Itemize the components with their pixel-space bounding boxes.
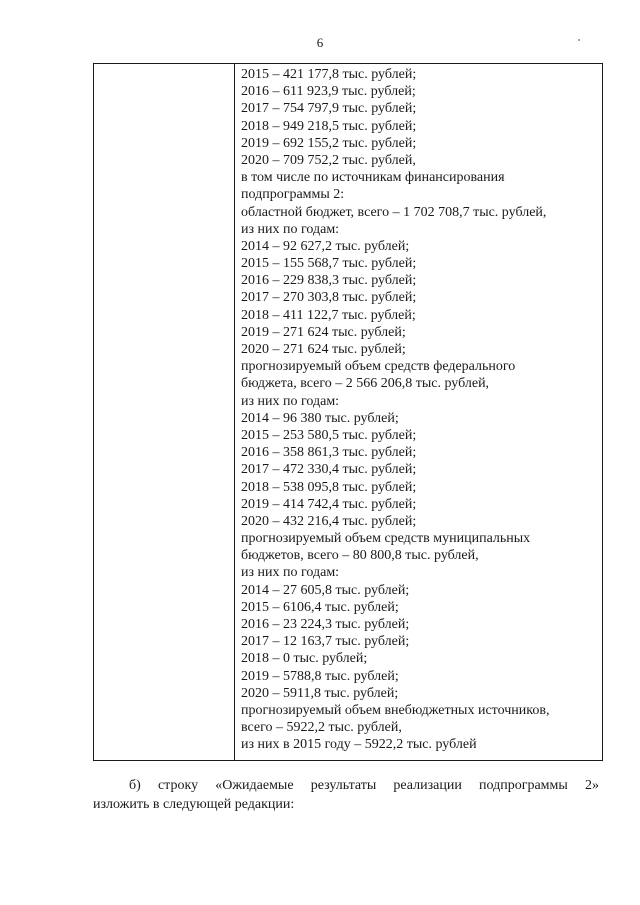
funding-line: прогнозируемый объем средств федерального (241, 359, 516, 375)
funding-line: прогнозируемый объем внебюджетных источников, (241, 702, 550, 718)
funding-line: 2016 – 358 861,3 тыс. рублей; (241, 445, 417, 461)
funding-line: 2016 – 611 923,9 тыс. рублей; (241, 84, 416, 100)
funding-line: 2018 – 538 095,8 тыс. рублей; (241, 479, 417, 495)
funding-line: 2019 – 271 624 тыс. рублей; (241, 324, 406, 340)
funding-line: 2017 – 270 303,8 тыс. рублей; (241, 290, 417, 306)
funding-line: 2016 – 23 224,3 тыс. рублей; (241, 617, 410, 632)
funding-line: 2014 – 96 380 тыс. рублей; (241, 410, 399, 426)
funding-line: 2020 – 709 752,2 тыс. рублей, (241, 152, 416, 168)
funding-line: 2016 – 229 838,3 тыс. рублей; (241, 273, 417, 289)
instruction-paragraph (93, 776, 599, 814)
funding-line: 2020 – 432 216,4 тыс. рублей; (241, 513, 417, 529)
funding-table (93, 63, 603, 761)
funding-line: 2018 – 949 218,5 тыс. рублей; (241, 118, 417, 134)
funding-line: 2017 – 472 330,4 тыс. рублей; (241, 462, 417, 478)
paragraph-line: изложить в следующей редакции: (93, 797, 295, 812)
funding-line: 2015 – 421 177,8 тыс. рублей; (241, 67, 417, 82)
funding-line: всего – 5922,2 тыс. рублей, (241, 720, 402, 736)
funding-line: из них по годам: (241, 565, 340, 581)
funding-line: 2017 – 754 797,9 тыс. рублей; (241, 101, 417, 117)
funding-line: бюджетов, всего – 80 800,8 тыс. рублей, (241, 548, 479, 564)
funding-line: 2020 – 271 624 тыс. рублей; (241, 342, 406, 357)
funding-line: бюджета, всего – 2 566 206,8 тыс. рублей, (241, 376, 490, 392)
funding-line: 2014 – 27 605,8 тыс. рублей; (241, 582, 410, 598)
funding-line: в том числе по источникам финансирования (241, 170, 505, 186)
funding-line: из них по годам: (241, 393, 340, 409)
funding-line: 2015 – 6106,4 тыс. рублей; (241, 599, 399, 615)
funding-line: 2019 – 5788,8 тыс. рублей; (241, 668, 399, 684)
funding-line: из них в 2015 году – 5922,2 тыс. рублей (241, 737, 477, 753)
funding-details-cell (241, 64, 594, 754)
funding-line: 2014 – 92 627,2 тыс. рублей; (241, 238, 410, 254)
funding-line: 2019 – 692 155,2 тыс. рублей; (241, 135, 417, 151)
funding-line: подпрограммы 2: (241, 187, 345, 203)
funding-line: 2015 – 155 568,7 тыс. рублей; (241, 256, 417, 272)
funding-line: областной бюджет, всего – 1 702 708,7 тыс. рублей, (241, 204, 547, 220)
funding-line: 2019 – 414 742,4 тыс. рублей; (241, 496, 417, 512)
funding-line: 2017 – 12 163,7 тыс. рублей; (241, 634, 410, 650)
funding-line: 2020 – 5911,8 тыс. рублей; (241, 685, 399, 701)
scan-speck (578, 39, 580, 41)
funding-line: прогнозируемый объем средств муниципальных (241, 531, 531, 547)
funding-line: 2015 – 253 580,5 тыс. рублей; (241, 427, 417, 443)
page-number: 6 (316, 35, 324, 50)
funding-line: 2018 – 0 тыс. рублей; (241, 651, 368, 667)
paragraph-line: б) строку «Ожидаемые результаты реализации подпрограммы 2» (129, 778, 599, 793)
column-divider (234, 64, 235, 760)
funding-line: из них по годам: (241, 221, 340, 237)
funding-line: 2018 – 411 122,7 тыс. рублей; (241, 307, 416, 323)
